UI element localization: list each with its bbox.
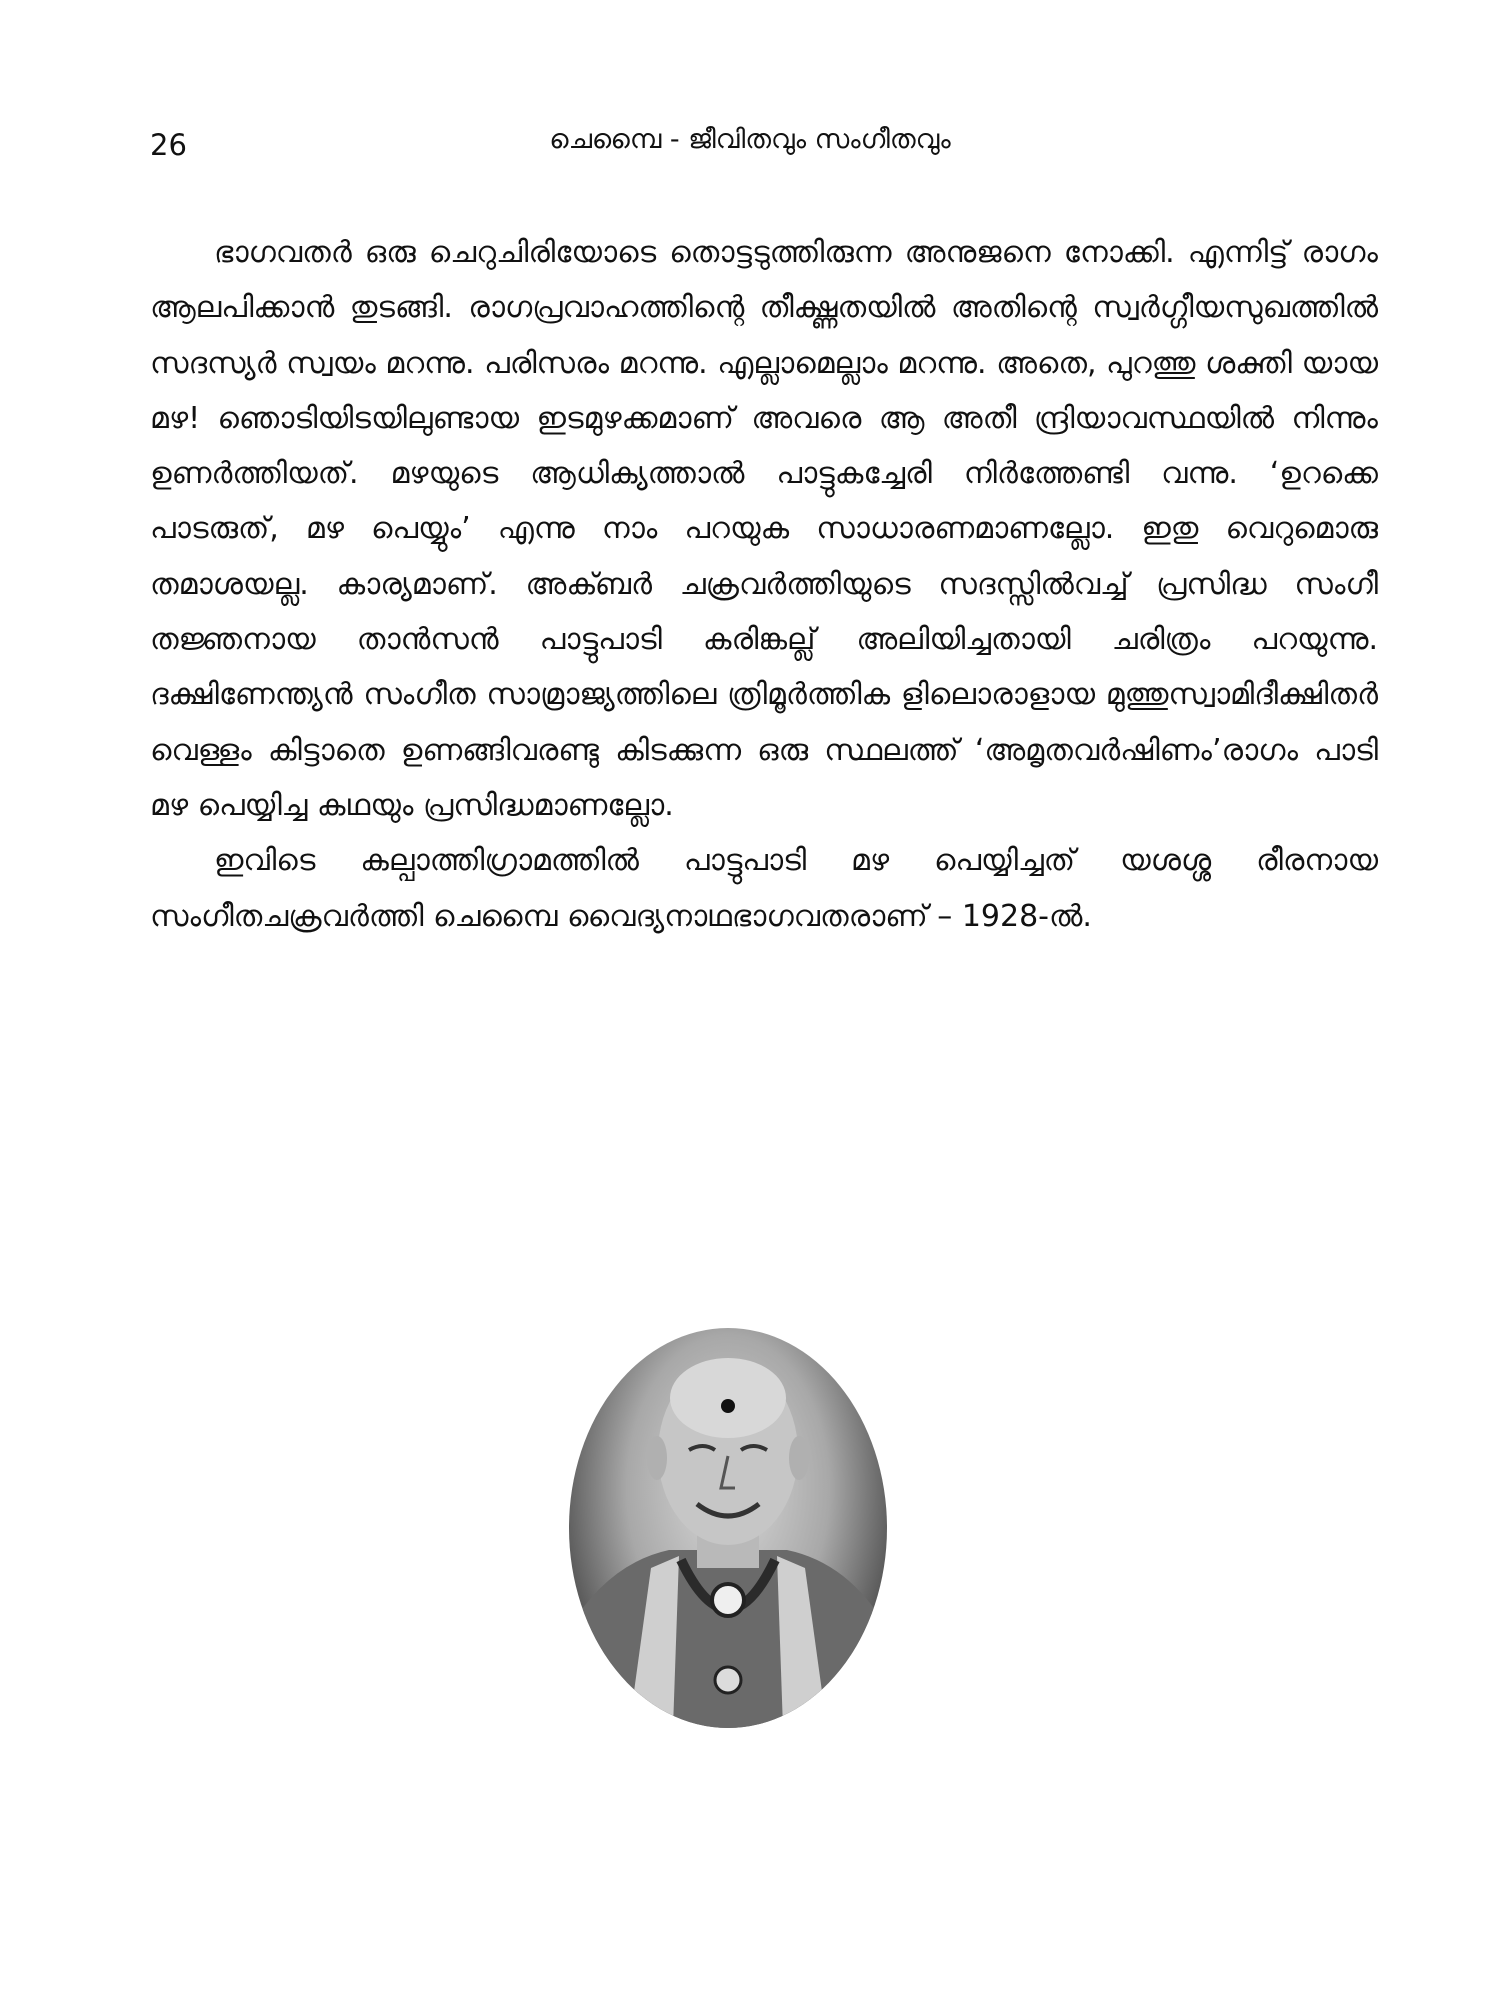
portrait-photo <box>569 1328 887 1728</box>
body-text <box>150 225 1378 944</box>
running-header: ചെമ്പൈ - ജീവിതവും സംഗീതവും <box>549 124 951 155</box>
paragraph-2: ഇവിടെ കല്പാത്തിഗ്രാമത്തിൽ പാട്ടുപാടി മഴ പെയ്യിച്ചത് യശശ്ശ രീരനായ സംഗീതചക്രവർത്തി ചെമ്പൈ വൈദ്യനാഥഭാഗവതരാണ് – 1928-ൽ. <box>150 843 1378 934</box>
page-number: 26 <box>150 128 187 162</box>
paragraph-1: ഭാഗവതർ ഒരു ചെറുചിരിയോടെ തൊട്ടടുത്തിരുന്ന അനുജനെ നോക്കി. എന്നിട്ട് രാഗം ആലപിക്കാൻ തുടങ്ങി. രാഗപ്രവാഹത്തിന്റെ തീക്ഷ്ണതയിൽ അതിന്റെ സ്വർഗ്ഗീയസുഖത്തിൽ സദസ്യർ സ്വയം മറന്നു. പരിസരം മറന്നു. എല്ലാമെല്ലാം മറന്നു. അതെ, പുറത്തു ശക്തി യായ മഴ! ഞൊടിയിടയിലുണ്ടായ ഇടമുഴക്കമാണ് അവരെ ആ അതീ ന്ദ്രിയാവസ്ഥയിൽ നിന്നും ഉണർത്തിയത്. മഴയുടെ ആധിക്യത്താൽ പാട്ടുകച്ചേരി നിർത്തേണ്ടി വന്നു. ‘ഉറക്കെ പാടരുത്, മഴ പെയ്യും’ എന്നു നാം പറയുക സാധാരണമാണല്ലോ. ഇതു വെറുമൊരു തമാശയല്ല. കാര്യമാണ്. അക്ബർ ചക്രവർത്തിയുടെ സദസ്സിൽവച്ച് പ്രസിദ്ധ സംഗീ തജ്ഞനായ താൻസൻ പാട്ടുപാടി കരിങ്കല്ല് അലിയിച്ചതായി ചരിത്രം പറയുന്നു. ദക്ഷിണേന്ത്യൻ സംഗീത സാമ്രാജ്യത്തിലെ ത്രിമൂർത്തിക ളിലൊരാളായ മുത്തുസ്വാമിദീക്ഷിതർ വെള്ളം കിട്ടാതെ ഉണങ്ങിവരണ്ടു കിടക്കുന്ന ഒരു സ്ഥലത്ത് ‘അമൃതവർഷിണം’രാഗം പാടി മഴ പെയ്യിച്ച കഥയും പ്രസിദ്ധമാണല്ലോ. <box>150 235 1378 823</box>
portrait-illustration <box>569 1328 887 1728</box>
